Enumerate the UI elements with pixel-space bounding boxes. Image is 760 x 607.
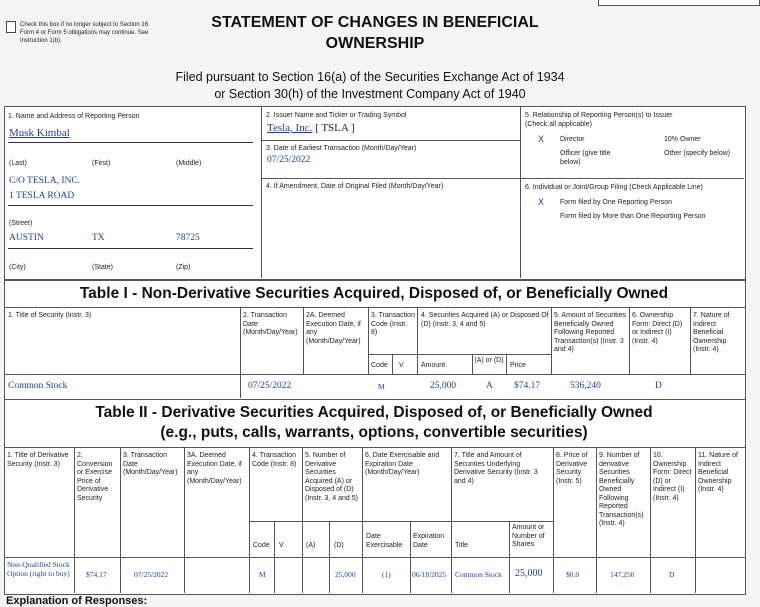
t1-sub-aord: (A) or (D): [474, 357, 504, 364]
t2-col-title: 1. Title of Derivative Security (Instr. 3): [7, 452, 69, 468]
t1-sub-amount: Amount: [421, 362, 446, 369]
t2-row-exercisable[interactable]: (1): [382, 570, 391, 579]
t1-col-deemed: 2A. Deemed Execution Date, if any (Month/Day/Year): [306, 312, 361, 345]
t1-row-aord: A: [486, 381, 493, 391]
t2-sub-expiration: Expiration Date: [413, 533, 445, 549]
officer-label: Officer (give title below): [560, 150, 611, 166]
no-longer-subject-checkbox[interactable]: [6, 21, 16, 33]
address-line2: 1 TESLA ROAD: [9, 191, 75, 201]
t1-row-code: M: [378, 382, 385, 391]
t2-col-price: 8. Price of Derivative Security (Instr. 5): [556, 452, 588, 485]
one-person-x-mark: X: [538, 197, 545, 207]
t2-col-underlying: 7. Title and Amount of Securities Underlying Derivative Security (Instr. 3 and 4): [454, 452, 538, 485]
last-label: (Last): [9, 160, 27, 167]
filed-pursuant-line2: or Section 30(h) of the Investment Company Act of 1940: [214, 87, 526, 101]
box3-label: 3. Date of Earliest Transaction (Month/Day/Year): [266, 145, 417, 152]
t1-row-form: D: [655, 381, 662, 391]
t2-sub-a: (A): [306, 542, 316, 549]
issuer-name-link[interactable]: Tesla, Inc.: [267, 122, 313, 134]
earliest-transaction-date: 07/25/2022: [267, 155, 311, 165]
t2-col-deemed: 3A. Deemed Execution Date, if any (Month/Day/Year): [187, 452, 242, 485]
t1-sub-v: V: [399, 362, 404, 369]
t1-row-amount: 25,000: [430, 381, 457, 391]
filed-more-persons: Form filed by More than One Reporting Person: [560, 213, 706, 220]
checkbox-note: Check this box if no longer subject to Section 16. Form 4 or Form 5 obligations may continue. See Instruction 1(b).: [20, 22, 150, 44]
t2-col-owned: 9. Number of derivative Securities Beneficially Owned Following Reported Transaction(s) (Instr. 4): [599, 452, 644, 527]
t1-sub-code: Code: [371, 362, 388, 369]
zip-label: (Zip): [176, 264, 191, 271]
t2-col-code: 4. Transaction Code (Instr. 8): [252, 452, 297, 468]
t1-col-title: 1. Title of Security (Instr. 3): [8, 312, 92, 319]
form-title-line1: STATEMENT OF CHANGES IN BENEFICIAL: [211, 14, 539, 31]
t1-col-code: 3. Transaction Code (Instr. 8): [371, 312, 415, 336]
filed-pursuant-line1: Filed pursuant to Section 16(a) of the Securities Exchange Act of 1934: [175, 70, 565, 84]
t1-sub-price: Price: [510, 362, 526, 369]
t1-row-owned: 536,240: [570, 381, 601, 391]
t2-row-code: M: [259, 570, 266, 579]
table1-title: Table I - Non-Derivative Securities Acquired, Disposed of, or Beneficially Owned: [79, 285, 669, 302]
reporting-person-name[interactable]: Musk Kimbal: [9, 127, 70, 139]
t2-row-date: 07/25/2022: [134, 570, 169, 579]
t2-col-date: 3. Transaction Date (Month/Day/Year): [123, 452, 178, 476]
t2-row-sec-price: $0.0: [566, 570, 580, 579]
state-label: (State): [92, 264, 114, 271]
director-label: Director: [560, 136, 585, 143]
t2-row-d: 25,000: [335, 570, 356, 579]
other-label: Other (specify below): [664, 150, 731, 157]
box5-label2: (Check all applicable): [525, 121, 592, 128]
middle-label: (Middle): [176, 160, 202, 167]
zip-value: 78725: [176, 233, 200, 243]
t2-sub-amount: Amount or Number of Shares: [512, 524, 545, 548]
t2-row-form: D: [669, 570, 675, 579]
t1-row-date: 07/25/2022: [248, 381, 292, 391]
t1-col-acquired: 4. Securities Acquired (A) or Disposed Of (D) (Instr. 3, 4 and 5): [421, 312, 549, 328]
box6-label: 6. Individual or Joint/Group Filing (Check Applicable Line): [525, 184, 703, 191]
city-label: (City): [9, 264, 26, 271]
t2-sub-title: Title: [455, 542, 468, 549]
explanation-of-responses: Explanation of Responses:: [6, 595, 148, 607]
city-value: AUSTIN: [9, 233, 44, 243]
t2-col-exercisable: 6. Date Exercisable and Expiration Date (Month/Day/Year): [365, 452, 440, 476]
ticker-symbol: [ TSLA ]: [315, 122, 355, 134]
table2-title-line1: Table II - Derivative Securities Acquired, Disposed of, or Beneficially Owned: [95, 404, 653, 421]
t2-sub-code: Code: [253, 542, 270, 549]
t2-sub-date-exercisable: Date Exercisable: [366, 533, 403, 549]
t2-col-number: 5. Number of Derivative Securities Acquired (A) or Disposed of (D) (Instr. 3, 4 and 5): [305, 452, 358, 502]
t1-col-form: 6. Ownership Form: Direct (D) or Indirect (I) (Instr. 4): [632, 312, 683, 345]
ten-pct-owner-label: 10% Owner: [664, 136, 701, 143]
t2-row-expiration: 06/18/2025: [412, 570, 447, 579]
box4-label: 4. If Amendment, Date of Original Filed (Month/Day/Year): [266, 183, 444, 190]
t2-row-title: Non-Qualified Stock Option (right to buy): [7, 560, 70, 578]
box2-label: 2. Issuer Name and Ticker or Trading Symbol: [266, 112, 407, 119]
t1-col-date: 2. Transaction Date (Month/Day/Year): [243, 312, 298, 336]
director-x-mark: X: [538, 134, 545, 144]
filed-one-person: Form filed by One Reporting Person: [560, 199, 673, 206]
address-line1: C/O TESLA, INC.: [9, 176, 81, 186]
table2-title-line2: (e.g., puts, calls, warrants, options, convertible securities): [160, 424, 588, 441]
state-value: TX: [92, 233, 105, 243]
box1-label: 1. Name and Address of Reporting Person: [8, 113, 140, 120]
form-title-line2: OWNERSHIP: [325, 35, 425, 52]
t2-col-conversion: 2. Conversion or Exercise Price of Derivative Security: [77, 452, 113, 502]
first-label: (First): [92, 160, 111, 167]
t1-row-price: $74.17: [514, 381, 541, 391]
t2-row-underlying-amount: 25,000: [515, 568, 543, 579]
t2-col-form: 10. Ownership Form: Direct (D) or Indirect (I) (Instr. 4): [653, 452, 692, 502]
t2-sub-v: V: [279, 542, 284, 549]
reporting-info-grid: [4, 106, 746, 280]
t2-col-nature: 11. Nature of Indirect Beneficial Ownership (Instr. 4): [698, 452, 738, 493]
t1-col-nature: 7. Nature of Indirect Beneficial Ownership (Instr. 4): [693, 312, 730, 353]
omb-box: [598, 0, 760, 6]
t2-row-owned: 147,250: [610, 570, 635, 579]
t1-row-title: Common Stock: [8, 381, 68, 391]
box5-label1: 5. Relationship of Reporting Person(s) to Issuer: [525, 112, 673, 119]
t2-sub-d: (D): [334, 542, 344, 549]
t2-row-underlying-title: Common Stock: [455, 570, 502, 579]
issuer-line: [267, 122, 355, 134]
t2-row-price: $74.17: [86, 570, 107, 579]
street-label: (Street): [9, 220, 33, 227]
t1-col-owned: 5. Amount of Securities Beneficially Owned Following Reported Transaction(s) (Instr. 3 and 4): [554, 312, 626, 353]
